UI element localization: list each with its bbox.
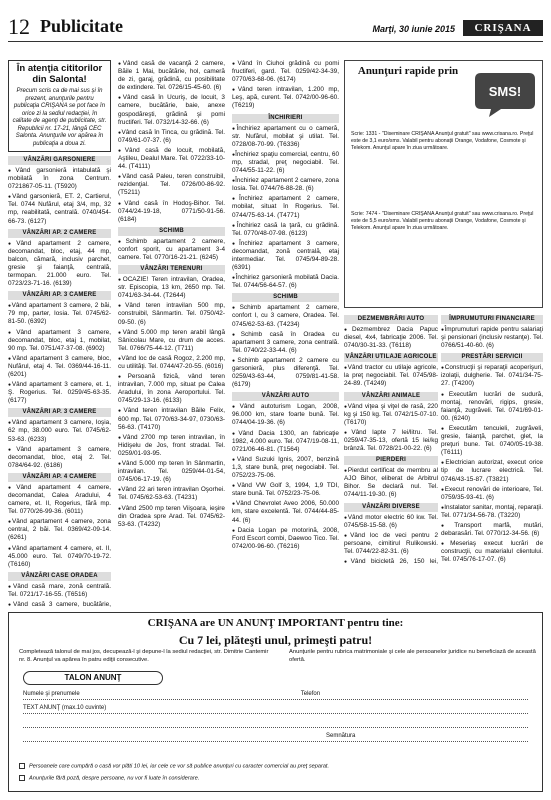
classified-ad: ● Închiriez spaţiu comercial, centru, 60 mp, stradal, preţ negociabil. Tel. 0744/55-11-22. (6): [232, 151, 339, 175]
classified-ad: ● Închiriez apartament cu o cameră, str. Nufărul, mobilat şi utilat. Tel. 0728/08-70-99. (T6336): [232, 125, 339, 149]
classified-ad: ● Închiriez apartament 2 camere, mobilat, situat în Rogerius. Tel. 0744/75-63-14. (T4771): [232, 195, 339, 219]
classified-ad: ● Vând Chevrolet Aveo 2006, 50.000 km, stare excelentă. Tel. 0744/44-85-44. (6): [232, 500, 339, 524]
name-label: Numele şi prenumele: [23, 691, 80, 697]
classified-ad: ● Vând teren intravilan, 1.200 mp, Leş, apă, curent. Tel. 0742/00-96-60. (T6219): [232, 86, 339, 110]
option-1-label: Persoanele care cumpără o casă vor plăti 10 lei, iar cele ce vor să publice anunţuri cu caracter comercial au preţ separat.: [29, 763, 330, 770]
ad-coupon: [8, 612, 543, 792]
classified-ad: ● Vând casă 3 camere, bucătărie,: [8, 601, 111, 608]
classified-ad: ● Vând casă Paleu, teren construibil, rezidenţial. Tel. 0726/00-86-92. (T5211): [118, 173, 225, 197]
classified-ad: ● Dacia Logan pe motorină, 2008, Ford Escort combi, Daewoo Tico. Tel. 0742/00-96-60. (T6216): [232, 527, 339, 551]
classified-ad: ● Instalator sanitar, montaj, reparaţii. Tel. 0771/34-56-78. (T3220): [441, 504, 543, 520]
classified-ad: ● Vând casă mare, zonă centrală. Tel. 0721/17-16-55. (T6516): [8, 583, 111, 599]
classified-ad: ● Vând teren intravilan 500 mp, construibil, Sânmartin. Tel. 0750/42-09-50. (6): [118, 302, 225, 326]
classified-ad: ● Vând 5.000 mp teren în Sânmartin, intravilan. Tel. 0259/44-01-54, 0745/06-17-19. (6): [118, 460, 225, 484]
promo-block-1: Scrie: 1331 - "Diseminare CRIŞANA Anunţul gratuit" sau www.crisana.ro. Preţul este de 3,1 euro/sms. Valabil pentru abonaţii Orange, Vodafone, Cosmote şi Telekom. Anunţul apare în ziua următoare.: [351, 131, 534, 152]
ad-text-label: TEXT ANUNŢ (max.10 cuvinte): [23, 705, 107, 711]
classified-ad: ● Vând casă de vacanţă 2 camere, Băile 1 Mai, bucătărie, hol, cameră de zi, garaj, grădină, cu posibilitate de extindere. Tel. 0726/15-45-60. (6): [118, 60, 225, 92]
category-heading: VÂNZĂRI DIVERSE: [344, 503, 438, 512]
classified-ad: ● Vând apartament 4 camere, et. II, 45.000 euro. Tel. 0749/70-19-72. (T6160): [8, 545, 111, 569]
classified-ad: ● Vând casă în Tinca, cu grădină. Tel. 0749/61-07-37. (6): [118, 129, 225, 145]
classified-ad: ● Vând 22 ari teren intravilan Oşorhei. Tel. 0745/62-53-63. (T4231): [118, 486, 225, 502]
ads-column-3: [232, 60, 339, 608]
classified-ad: ● Execut renovări de interioare, Tel. 0759/35-93-41. (6): [441, 486, 543, 502]
issue-date: Marţi, 30 iunie 2015: [372, 24, 455, 34]
classified-ad: ● Pierdut certificat de membru al AJO Bihor, eliberat de Arbitrul Bihor. Se declară nul. Tel. 0744/11-19-30. (6): [344, 467, 438, 499]
section-title: Publicitate: [40, 16, 123, 36]
page-header: [8, 10, 543, 42]
classified-ad: ● Vând apartament 3 camere, et. 1, Ş. Rogerius. Tel. 0259/45-63-35. (6177): [8, 381, 111, 405]
ads-column-4: [344, 312, 438, 564]
coupon-title: CRIŞANA are UN ANUNŢ IMPORTANT pentru tine:: [147, 617, 404, 629]
classified-ad: ● Construcţii şi reparaţii acoperişuri, izolaţii, dulgherie. Tel. 0741/34-75-27. (T4200): [441, 364, 543, 388]
coupon-instructions-left: Completează talonul de mai jos, decupează-l şi depune-l la sediul redacţiei, str. Dimitrie Cantemir nr. 8. Anunţul va apărea în patru ediţii consecutive.: [19, 649, 269, 663]
classified-ad: ● Vând Suzuki Ignis, 2007, benzină 1,3, stare bună, preţ negociabil. Tel. 0752/23-75-06.: [232, 456, 339, 480]
category-heading: VÂNZĂRI AP. 3 CAMERE: [8, 291, 111, 300]
promo-block-2: Scrie: 7474 - "Diseminare CRIŞANA Anunţul gratuit" sau www.crisana.ro. Preţul este de 5,5 euro/sms. Valabil pentru abonaţii Orange, Vodafone, Cosmote şi Telekom. Anunţul apare în ziua următoare.: [351, 211, 534, 232]
coupon-subtitle: Cu 7 lei, plăteşti unul, primeşti patru!: [178, 633, 373, 647]
category-heading: DEZMEMBRĂRI AUTO: [344, 315, 438, 324]
ad-text-field[interactable]: [23, 705, 528, 714]
category-heading: ÎNCHIRIERI: [232, 114, 339, 123]
classified-ad: ● Executăm lucrări de sudură, montaj, renovări, rigips, gresie, faianţă, zugrăveli. Tel. 0741/69-01-00. (6240): [441, 391, 543, 423]
classified-ad: ● Vând casă în Ucuriş, de locuit, 3 camere, bucătărie, baie, anexe gospodăreşti, grădină şi pomi fructiferi. Tel. 0732/14-32-66. (6): [118, 94, 225, 126]
classified-ad: ● Vând 2700 mp teren intravilan, în Hidişelu de Jos, front stradal. Tel. 0259/01-93-95.: [118, 434, 225, 458]
classified-ad: ● Vând VW Golf 3, 1994, 1,9 TDI, stare bună. Tel. 0752/23-75-06.: [232, 482, 339, 498]
classified-ad: ● Vând autoturism Logan, 2008, 96.000 km, stare foarte bună. Tel. 0744/04-19-36. (6): [232, 403, 339, 427]
classified-ad: ● Închiriez apartament 2 camere, zona Iosia. Tel. 0744/76-88-28. (6): [232, 177, 339, 193]
page-number: 12: [8, 14, 30, 39]
classified-ad: ● Vând apartament 3 camere, decomandat, bloc, etaj 1, mobilat, 90 mp. Tel. 0751/47-37-08. (6902): [8, 329, 111, 353]
classified-ad: ● Vând garsonieră, ET. 2, Cartierul, Tel. 0744 Nufărul, etaj 3/4, mp, 32 mp, reabilitată, centrală. 0740/454-66-73. (6127): [8, 193, 111, 225]
option-1[interactable]: [19, 763, 329, 769]
option-2[interactable]: [19, 775, 199, 781]
category-heading: PRESTĂRI SERVICII: [441, 353, 543, 362]
classified-ad: ● Meseriaş execut lucrări de construcţii, cu materialul clientului. Tel. 0745/76-17-07. (6): [441, 540, 543, 564]
classified-ad: ● Închiriez garsonieră mobilată Dacia. Tel. 0744/56-64-57. (6): [232, 274, 339, 290]
classified-ad: ● Schimb apartament 2 camere, confort sporit, cu apartament 3-4 camere. Tel. 0770/16-21-21. (6245): [118, 238, 225, 262]
classified-ad: ● Vând apartament 2 camere, decomandat, bloc, etaj, 44 mp, balcon, cămară, inclusiv parchet, gresie şi faianţă, centrală, termopan. 21.000 euro. Tel. 0723/23-71-16. (6139): [8, 240, 111, 289]
classified-ad: ● Dezmembrez Dacia Papuc diesel, 4x4, fabricaţie 2006. Tel. 0740/30-31-33. (T6118): [344, 326, 438, 350]
classified-ad: ● Vând motor electric 60 kw. Tel. 0745/58-15-58. (6): [344, 514, 438, 530]
classified-ad: ● Închiriez casă la ţară, cu grădină. Tel. 0770/48-07-98. (6123): [232, 222, 339, 238]
category-heading: VÂNZĂRI UTILAJE AGRICOLE: [345, 354, 437, 361]
ads-column-1: [8, 60, 111, 608]
category-heading: VÂNZĂRI AP. 3 CAMERE: [8, 408, 111, 417]
promo-badge: SMS!: [488, 84, 522, 99]
talon-label: TALON ANUNŢ: [23, 671, 163, 685]
classified-ad: ● Închiriez apartament 3 camere, decomandat, zonă centrală, etaj intermediar. Tel. 0745/94-89-28. (6391): [232, 240, 339, 272]
classified-ad: ● Vând garsonieră intabulată şi mobilată în zona Centrum. 0721867-05-11. (T5920): [8, 167, 111, 191]
notice-title: În atenţia cititorilor din Salonta!: [16, 63, 103, 85]
classified-ad: ● Schimb apartament 2 camere cu garsonieră, plus diferenţă. Tel. 0259/43-63-44, 0759/81-41-58. (6179): [232, 357, 339, 389]
classified-ad: ● Vând apartament 3 camere, Ioşia, 62 mp, 38.000 euro. Tel. 0745/62-53-63. (6233): [8, 419, 111, 443]
ads-list: [441, 315, 543, 564]
classified-ad: ● Vând apartament 3 camere, 2 băi, 79 mp, parter, Iosia. Tel. 0745/62-81-50. (6392): [8, 302, 111, 326]
classified-ad: ● Vând casă în Hodoş-Bihor. Tel. 0744/24-19-18, 0771/50-91-56. (6184): [118, 200, 225, 224]
classified-ad: ● Vând 5.000 mp teren arabil lângă Sânicolau Mare, cu drum de acces. Tel. 0766/75-44-12. (T711): [118, 329, 225, 353]
promo-title: Anunţuri rapide prin: [357, 65, 459, 77]
classified-ad: ● Executăm tencuieli, zugrăveli, gresie, faianţă, parchet, glet, la preţuri bune. Tel. 0740/05-19-38. (T6111): [441, 425, 543, 457]
classified-ad: ● Vând teren intravilan Băile Felix, 600 mp. Tel. 0770/63-34-97, 0730/63-56-63. (T4170): [118, 407, 225, 431]
classified-ad: ● Vând 2500 mp teren Viişoara, ieşire din Oradea spre Arad. Tel. 0745/62-53-63. (T4232): [118, 505, 225, 529]
classified-ad: ● OCAZIE! Teren intravilan, Oradea, str. Episcopia, 13 km, 2650 mp. Tel. 0741/63-34-44. (T2644): [118, 276, 225, 300]
category-heading: SCHIMB: [118, 227, 225, 236]
classified-ad: ● Vând lapte 7 lei/litru. Tel. 0259/47-35-13, ofertă 15 lei/kg brânză. Tel. 0728/21-00-22. (6): [344, 429, 438, 453]
classified-ad: ● Electrician autorizat, execut orice tip de lucrare electrică. Tel. 0746/43-15-87. (T3821): [441, 459, 543, 483]
ads-list: [8, 156, 111, 608]
classified-ad: ● Vând apartament 3 camere, decomandat, bloc, etaj 2. Tel. 0784/64-92. (6186): [8, 446, 111, 470]
category-heading: PIERDERI: [344, 456, 438, 465]
sms-bubble-icon: [473, 67, 537, 119]
classified-ad: ● Vând apartament 4 camere, decomandat, Calea Aradului, 4 camere, et. II, Rogerius, fără mp. Tel. 0770/26-99-36. (6011): [8, 484, 111, 516]
newspaper-logo: CRIŞANA: [463, 20, 543, 36]
classified-ad: ● Vând loc de casă Rogoz, 2.200 mp, cu utilităţi. Tel. 0744/47-20-55. (6016): [118, 355, 225, 371]
checkbox[interactable]: [19, 763, 25, 769]
coupon-instructions-right: Anunţurile pentru rubrica matrimoniale şi cele ale persoanelor juridice nu beneficiază de această ofertă.: [289, 649, 536, 663]
ad-text-line-3[interactable]: [23, 733, 528, 742]
classified-ad: ● Persoană fizică, vând teren intravilan, 7.000 mp, situat pe Calea Aradului, în zona Aeroportului. Tel. 0745/29-13-16. (6133): [118, 373, 225, 405]
category-heading: VÂNZĂRI CASE ORADEA: [8, 572, 111, 581]
category-heading: VÂNZĂRI AP. 4 CAMERE: [8, 473, 111, 482]
ads-list: [232, 60, 339, 551]
classified-ad: ● Vând Dacia 1300, an fabricaţie 1982, 4.000 euro. Tel. 0747/19-08-11, 0721/06-46-81. (T1564): [232, 430, 339, 454]
sms-promo-box: [344, 60, 543, 308]
ads-list: [118, 60, 225, 529]
ads-column-5: [441, 312, 543, 564]
classified-ad: ● Vând viţea şi viţel de rasă, 220 kg şi 150 kg. Tel. 0742/15-07-10. (T6170): [344, 403, 438, 427]
classified-ad: ● Vând apartament 4 camere, zona central, 2 băi. Tel. 0369/42-09-14. (6261): [8, 518, 111, 542]
classified-ad: ● Vând tractor cu utilaje agricole, la preţ negociabil. Tel. 0745/98-24-89. (T4249): [344, 364, 438, 388]
classified-ad: ● Vând bicicletă 26, 150 lei,: [344, 558, 438, 564]
ads-column-2: [118, 60, 225, 608]
ad-text-line-2[interactable]: [23, 719, 528, 728]
classified-ad: ● Vând loc de veci pentru 2 persoane, cimitirul Rulikowski. Tel. 0744/22-82-31. (6): [344, 532, 438, 556]
name-field[interactable]: [23, 691, 528, 700]
option-2-label: Anunţurile fără poză, despre persoane, nu vor fi luate în considerare.: [29, 775, 200, 782]
ads-list: [344, 315, 438, 564]
category-heading: ÎMPRUMUTURI FINANCIARE: [441, 315, 543, 324]
checkbox[interactable]: [19, 775, 25, 781]
category-heading: VÂNZĂRI TERENURI: [118, 265, 225, 274]
category-heading: SCHIMB: [232, 293, 339, 302]
notice-box: [8, 60, 111, 152]
classified-ad: ● Transport marfă, mutări, debarasări. Tel. 0770/12-34-56. (6): [441, 522, 543, 538]
classified-ad: ● Schimb apartament 2 camere, confort I, cu 3 camere, Oradea. Tel. 0745/62-53-63. (T4234): [232, 304, 339, 328]
category-heading: VÂNZĂRI AUTO: [232, 392, 339, 401]
signature-label: Semnătura: [326, 733, 356, 739]
phone-label: Telefon: [300, 691, 321, 697]
category-heading: VÂNZĂRI GARSONIERE: [8, 156, 111, 165]
classified-ad: ● Vând apartament 3 camere, bloc, Nufărul, etaj 4. Tel. 0369/44-16-11. (6201): [8, 355, 111, 379]
classified-ad: ● Schimb casă în Oradea cu apartament 3 camere, zona centrală. Tel. 0740/22-33-44. (6): [232, 331, 339, 355]
classified-ad: ● Vând casă de locuit, mobilată, Aştileu, Dealul Mare. Tel. 0722/33-10-44. (T4111): [118, 147, 225, 171]
category-heading: VÂNZĂRI AP. 2 CAMERE: [8, 229, 111, 238]
category-heading: VÂNZĂRI ANIMALE: [344, 392, 438, 401]
classified-ad: ● Împrumuturi rapide pentru salariaţi şi pensionari (inclusiv restanţe). Tel. 0766/51-40-60. (6): [441, 326, 543, 350]
notice-text: Precum scris ca de mai sus şi în prezent, anunţurile pentru publicaţia CRIŞANA se pot face în orice zi la sediul redacţiei, în calitate de agenţi de publicitate, str. Republicii nr. 17-21, lângă CEC Salonta. Anunţurile vor apărea în publicaţia a doua zi.: [12, 88, 107, 147]
classified-ad: ● Vând în Ciuhoi grădină cu pomi fructiferi, gard. Tel. 0259/42-34-39, 0770/63-68-06. (6174): [232, 60, 339, 84]
